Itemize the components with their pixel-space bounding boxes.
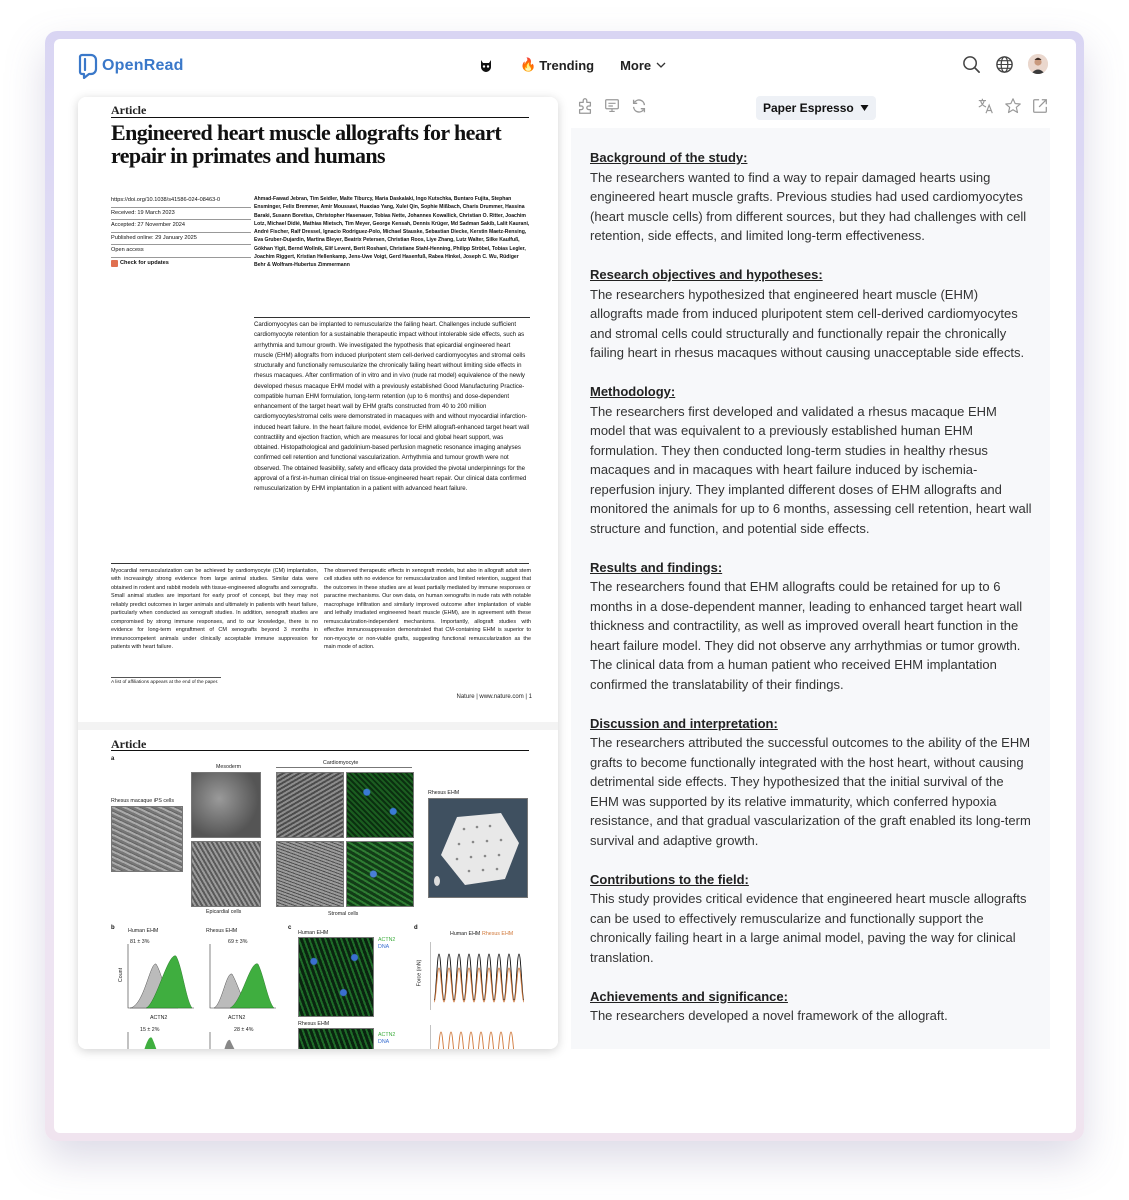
fig-b-pct4: 28 ± 4% [234, 1027, 254, 1033]
article-label-2: Article [111, 737, 147, 751]
accepted-date: Accepted: 27 November 2024 [111, 220, 251, 233]
page-footer: Nature | www.nature.com | 1 [456, 694, 532, 700]
fig-b-rhesus-title: Rhesus EHM [206, 928, 238, 934]
fig-cm-gray-image [276, 772, 344, 838]
app-window [54, 39, 1076, 1133]
fig-c-dna-2: DNA [378, 1039, 390, 1045]
page-rule [111, 117, 529, 118]
fig-c-human-image [298, 937, 374, 1017]
avatar-icon [1028, 54, 1048, 74]
summary-section [590, 987, 1032, 1026]
open-access: Open access [111, 245, 251, 258]
fig-label-b: b [111, 925, 115, 931]
fig-c-rhesus-image [298, 1028, 374, 1049]
fig-mesoderm-label: Mesoderm [216, 764, 242, 770]
mascot-icon[interactable] [478, 57, 494, 73]
openread-logo-icon [78, 53, 98, 79]
nav-trending[interactable] [520, 57, 594, 73]
fig-c-dna: DNA [378, 944, 390, 950]
section-heading: Research objectives and hypotheses: [590, 267, 823, 282]
body-column-left: Myocardial remuscularization can be achieved by cardiomyocyte (CM) implantation, with increasingly strong evidence from large animal studies. Similar data were obtained in rodent and rabbit models with tissue-engineered allografts and xenografts. Small animal studies are important for early proof of concept, but they may not reliably predict outcomes in larger animals and ultimately in patients with heart failure, particularly when conducted as xenograft studies. In addition, xenograft studies are compromised by strong immune responses, and to our knowledge, there is no evidence for long-term engraftment of CM xenografts beyond 3 months in immunocompetent animals under clinically acceptable immune suppression for patients with heart failure. [111, 568, 318, 651]
abstract: Cardiomyocytes can be implanted to remuscularize the failing heart. Challenges include sufficient cardiomyocyte retention for a sustainable therapeutic impact without intolerable side effects, such as arrhythmia and tumour growth. We investigated the hypothesis that epicardial engineered heart muscle (EHM) allografts from induced pluripotent stem cell-derived cardiomyocytes and stromal cells structurally and functionally remuscularize the chronically failing heart without limiting side effects in rhesus macaques. After confirmation of in vitro and in vivo (nude rat model) equivalence of the newly developed rhesus macaque EHM model with a previously established Good Manufacturing Practice-compatible human EHM formulation, long-term retention (up to 6 months) and dose-dependent enhancement of the target heart wall by EHM grafts constructed from 40 to 200 million cardiomyocytes/stromal cells were demonstrated in macaques with and without myocardial infarction-induced heart failure. In the heart failure model, evidence for EHM allograft-enhanced target heart wall contractility and ejection fraction, which are measures for local and global heart support, was obtained. Histopathological and gadolinium-based perfusion magnetic resonance imaging analyses confirmed cell retention and functional vascularization. Arrhythmia and tumour growth were not observed. The obtained feasibility, safety and efficacy data provided the pivotal underpinnings for the approval of a first-in-human clinical trial on tissue-engineered heart repair. Our clinical data confirmed remuscularization by EHM implantation in a patient with advanced heart failure. [254, 317, 530, 494]
section-text: The researchers found that EHM allografts could be retained for up to 6 months in a dose-dependent manner, leading to enhanced target heart wall thickness and contractility, as well as improved overall heart function in the heart failure model. They did not observe any arrhythmias or tumor growth. The clinical data from a human patient who received EHM implantation confirmed the translatability of their findings. [590, 579, 1023, 692]
fig-bracket [276, 767, 412, 768]
fig-cm-fluor-image [346, 772, 414, 838]
summary-section [590, 148, 1032, 246]
pdf-viewer[interactable] [78, 97, 558, 1049]
fig-b-xlabel-1: ACTN2 [150, 1015, 168, 1021]
search-icon[interactable] [962, 55, 981, 74]
section-text: The researchers developed a novel framework of the allograft. [590, 1008, 948, 1023]
fig-label-a: a [111, 756, 115, 762]
author-list: Ahmad-Fawad Jebran, Tim Seidler, Malte Tiburcy, Maria Daskalaki, Ingo Kutschka, Buntaro Fujita, Stephan Ensminger, Felix Bremmer, Amir Moussavi, Huaxiao Yang, Xulei Qin, Sophie Mißbach, Charis Drummer, Hassina Baraki, Susann Boretius, Christopher Hasenauer, Tobias Nette, Johannes Kowallick, Christian O. Ritter, Joachim Lotz, Michael Didié, Mathias Mietsch, Tim Meyer, George Kensah, Dennis Krüger, Md Sadman Sakib, Lalit Kaurani, André Fischer, Ralf Dressel, Ignacio Rodriguez-Polo, Michael Stauske, Sebastian Diecke, Kerstin Maetz-Rensing, Eva Gruber-Dujardin, Martina Bleyer, Beatrix Petersen, Christian Roos, Liye Zhang, Lutz Walter, Silke Kaulfuß, Gökhan Yigit, Bernd Wollnik, Elif Levent, Berit Roshani, Christiane Stahl-Henning, Philipp Ströbel, Tobias Legler, Joachim Riggert, Kristian Hellenkamp, Jens-Uwe Voigt, Gerd Hasenfuß, Rabea Hinkel, Joseph C. Wu, Rüdiger Behr & Wolfram-Hubertus Zimmermann [254, 196, 530, 269]
ehm-graft-icon [429, 799, 529, 899]
panel-tools-right [977, 97, 1049, 115]
fig-b-pct1: 81 ± 3% [130, 939, 150, 945]
plugin-icon[interactable] [576, 97, 594, 115]
logo[interactable] [78, 53, 184, 79]
translate-icon[interactable] [977, 97, 995, 115]
fig-rhesus-ehm-label: Rhesus EHM [428, 790, 460, 796]
summary-section [590, 558, 1032, 695]
fig-epicardial-label: Epicardial cells [206, 909, 242, 915]
summary-section [590, 382, 1032, 538]
user-avatar[interactable] [1028, 54, 1048, 74]
presentation-icon[interactable] [603, 97, 621, 115]
force-trace-d [430, 940, 530, 1049]
fig-c-actn2: ACTN2 [378, 937, 396, 943]
fire-icon: 🔥 [520, 57, 537, 72]
fig-stromal-fluor-image [346, 841, 414, 907]
paper-espresso-dropdown[interactable] [756, 96, 876, 120]
fig-d-force-label: Force (mN) [416, 959, 423, 987]
check-updates-icon [111, 260, 118, 267]
fig-b-pct3: 15 ± 2% [140, 1027, 160, 1033]
paper-espresso-label: Paper Espresso [763, 101, 854, 115]
globe-icon[interactable] [995, 55, 1014, 74]
nav-more-label: More [620, 57, 652, 73]
fig-c-rhesus-title: Rhesus EHM [298, 1021, 330, 1027]
section-text: The researchers attributed the successful outcomes to the ability of the EHM grafts to become functionally integrated with the host heart, without causing detrimental side effects. They hypothesized that the initial survival of the EHM was supported by its relative immaturity, which conferred hypoxia resistance, and that gradual vascularization of the graft enabled its long-term survival and adaptive growth. [590, 735, 1031, 848]
summary-section [590, 265, 1032, 363]
section-text: The researchers wanted to find a way to repair damaged hearts using engineered heart muscle grafts. Previous studies had used cardiomyocytes (heart muscle cells) from different sources, but they had challenges with cell retention, side effects, and limited long-term effectiveness. [590, 169, 1027, 243]
article-label: Article [111, 103, 147, 117]
external-link-icon[interactable] [1031, 97, 1049, 115]
fig-ehm-photo [428, 798, 528, 898]
fig-epicardial-image [191, 841, 261, 907]
fig-b-count-label: Count [118, 967, 125, 983]
summary-panel[interactable] [571, 128, 1050, 1049]
section-heading: Background of the study: [590, 150, 748, 165]
fig-c-human-title: Human EHM [298, 930, 329, 936]
nav-trending-label: Trending [539, 57, 595, 73]
body-column-right: The observed therapeutic effects in xenograft models, but also in allograft adult stem cell studies with no evidence for remuscularization and limited retention, suggest that the outcomes in these studies are at least partially mediated by immune responses or paracrine mechanisms. Our own data, on human xenografts in nude rats with notable macrophage infiltration and similarly improved outcome after implantation of viable and lethally irradiated engineered heart muscle (EHM), are in agreement with these remuscularization-independent mechanisms. Importantly, allograft studies with effective immunosuppression demonstrated that CM-containing EHM is superior to non-myocyte or non-viable grafts, suggesting functional remuscularization as the main mode of action. [324, 568, 531, 651]
check-updates[interactable] [111, 258, 251, 270]
section-heading: Achievements and significance: [590, 988, 788, 1004]
fig-c-actn2-2: ACTN2 [378, 1032, 396, 1038]
fig-d-legend-human: Human EHM [450, 931, 481, 937]
fig-stromal-gray-image [276, 841, 344, 907]
fig-mesoderm-image [191, 772, 261, 838]
fig-stromal-label: Stromal cells [328, 911, 359, 917]
received-date: Received: 19 March 2023 [111, 208, 251, 221]
section-text: The researchers hypothesized that engineered heart muscle (EHM) allografts made from induced pluripotent stem cell-derived cardiomyocytes and stromal cells could structurally and functionally repair the chronically failing heart in rhesus macaques without causing unacceptable side effects. [590, 286, 1025, 360]
star-icon[interactable] [1004, 97, 1022, 115]
nav-more[interactable] [620, 58, 668, 73]
top-navbar [54, 39, 1076, 95]
caret-down-icon [860, 104, 869, 112]
summary-section [590, 714, 1032, 851]
pdf-page-2 [78, 730, 558, 1049]
logo-text: OpenRead [102, 57, 184, 74]
paper-title: Engineered heart muscle allografts for heart repair in primates and humans [111, 120, 502, 168]
column-rule [111, 563, 529, 564]
summary-section [590, 870, 1032, 968]
section-heading: Methodology: [590, 384, 676, 399]
nav-right [962, 54, 1048, 74]
section-heading: Discussion and interpretation: [590, 715, 778, 731]
paper-meta [111, 195, 251, 269]
nav-center [478, 57, 668, 73]
fig-label-c: c [288, 925, 292, 931]
affiliation-footnote: A list of affiliations appears at the end of the paper. [111, 677, 221, 685]
doi-link[interactable]: https://doi.org/10.1038/s41586-024-08463-0 [111, 195, 251, 208]
fig-ips-image [111, 806, 183, 872]
fig-cardiomyocyte-label: Cardiomyocyte [323, 760, 359, 766]
fig-b-pct2: 69 ± 3% [228, 939, 248, 945]
published-date: Published online: 29 January 2025 [111, 233, 251, 246]
page-separator [78, 722, 558, 730]
section-text: This study provides critical evidence that engineered heart muscle allografts can be used to effectively remuscularize and functionally support the chronically failing heart in a large animal model, paving the way for clinical translation. [590, 891, 1027, 965]
section-heading: Contributions to the field: [590, 871, 749, 887]
section-text: The researchers first developed and validated a rhesus macaque EHM model that was equivalent to a previously established human EHM formulation. They then conducted long-term studies in healthy rhesus macaques and in macaques with heart failure induced by ischemia-reperfusion injury. They implanted different doses of EHM allografts and monitored the animals for up to 6 months, assessing cell retention, heart wall structure and function, and potential side effects. [590, 403, 1032, 536]
chevron-down-icon [654, 60, 668, 70]
section-heading: Results and findings: [590, 559, 723, 575]
histogram-b [126, 942, 291, 1049]
panel-tools-left [576, 97, 648, 115]
refresh-icon[interactable] [630, 97, 648, 115]
pdf-page-1 [78, 97, 558, 722]
check-updates-label: Check for updates [120, 259, 169, 266]
fig-b-xlabel-2: ACTN2 [228, 1015, 246, 1021]
fig-label-d: d [414, 925, 418, 931]
page-rule-2 [111, 750, 529, 751]
fig-ips-label: Rhesus macaque iPS cells [111, 798, 175, 804]
fig-b-human-title: Human EHM [128, 928, 159, 934]
fig-d-legend-rhesus: Rhesus EHM [482, 931, 514, 937]
